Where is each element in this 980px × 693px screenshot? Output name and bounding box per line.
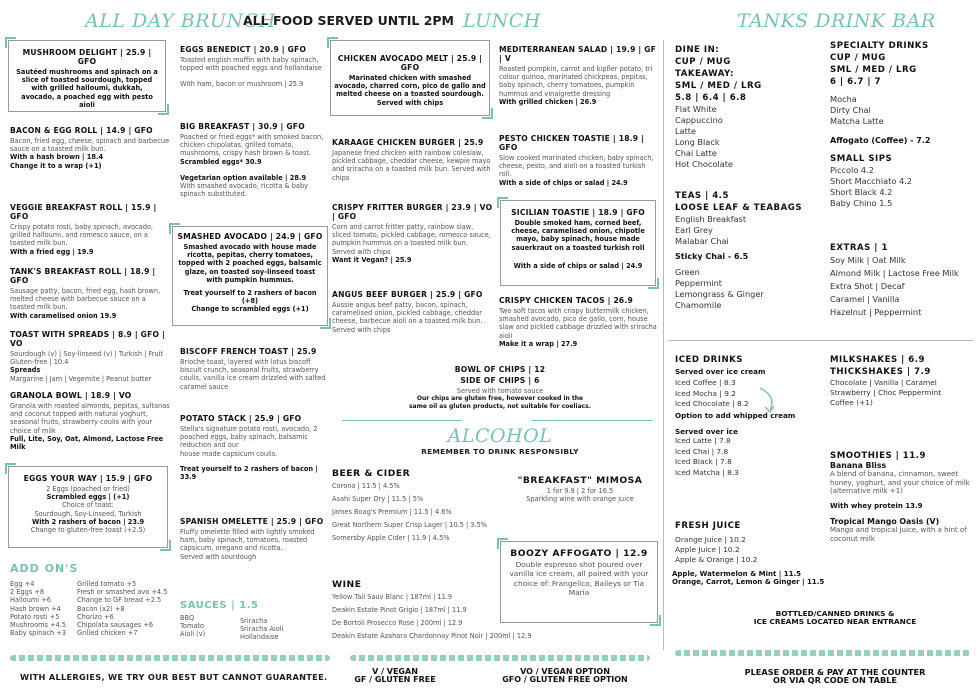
tea-item: Lemongrass & Ginger: [675, 289, 764, 300]
banana-desc: A blend of banana, cinnamon, sweet honey, yoghurt, and your choice of milk (alternative milk +1): [830, 470, 970, 496]
sicilian-b1: Double smoked ham, corned beef, cheese, caramelised onion, chipotle mayo, baby spinach, house made sauerkraut on a toasted turkish roll: [511, 219, 645, 252]
addons-list-1: [10, 580, 80, 637]
potato-desc2: house made capsicum coulis.: [180, 449, 278, 458]
bacon-b2: Change it to a wrap (+1): [10, 161, 102, 170]
coffee-item: Hot Chocolate: [675, 159, 733, 169]
biscoff-desc: Brioche toast, layered with lotus biscoff biscuit crunch, seasonal fruits, strawberry coulis, vanilla ice cream drizzled with salted caramel sauce: [180, 358, 326, 391]
beer-item: Great Northern Super Crisp Lager | 10.5 | 3.5%: [332, 521, 488, 529]
addon-item: 2 Eggs +8: [10, 588, 45, 597]
fritter-desc: Corn and carrot fritter patty, rainbow slaw, sliced tomato, pickled cabbage, romesco sauce, pumpkin hummus on a toasted milk bun.: [332, 223, 491, 248]
juice-b2: Orange, Carrot, Lemon & Ginger | 11.5: [672, 578, 825, 587]
omelette-item: [180, 517, 330, 561]
tank-b1: With caramelised onion 19.9: [10, 311, 117, 320]
juice-block: [675, 520, 825, 565]
sauce-item: Aioli (v): [180, 630, 206, 639]
veggie-desc: Crispy potato rosti, baby spinach, avocado, grilled halloumi, and romesco sauce, on a toasted milk bun.: [10, 223, 154, 248]
fritter-title: CRISPY FRITTER BURGER | 23.9 | VO | GFO: [332, 203, 493, 221]
specialty-item: Mocha: [830, 94, 857, 104]
affogato: Affogato (Coffee) - 7.2: [830, 136, 931, 145]
beer-item: Asahi Super Dry | 11.5 | 5%: [332, 495, 424, 503]
sauce-item: Sriracha Aioli: [240, 625, 284, 634]
legend-vo: [490, 668, 640, 684]
extras-item: Extra Shot | Decaf: [830, 281, 905, 291]
order-note: [700, 668, 970, 684]
addon-item: Halloumi +6: [10, 596, 51, 605]
shakes-item: Strawberry | Choc Peppermint: [830, 388, 942, 397]
toast-item: [10, 330, 170, 383]
tea-item: Earl Grey: [675, 225, 713, 235]
tea-item: Malabar Chai: [675, 236, 729, 246]
sauce-item: Hollandaise: [240, 633, 279, 642]
wine-title: WINE: [332, 579, 362, 590]
med-b1: With grilled chicken | 26.9: [499, 97, 597, 106]
wine-item: Deakin Estate Pinot Grigio | 187ml | 11.9: [332, 606, 467, 614]
addon-item: Chorizo +6: [77, 612, 114, 621]
chips-block: [340, 365, 660, 412]
addons-heading: ADD ON'S: [10, 562, 79, 575]
smallsips-item: Baby Chino 1.5: [830, 198, 893, 209]
big-item: [180, 122, 330, 198]
beer-title: BEER & CIDER: [332, 468, 411, 479]
addon-item: Change to GF bread +2.5: [77, 596, 162, 605]
bottled-block: [700, 610, 970, 626]
biscoff-item: [180, 347, 330, 391]
iced-item: Iced Chocolate | 8.2: [675, 399, 749, 409]
toast-desc: Sourdough (v) | Soy-linseed (v) | Turkish | Fruit Gluten-free | 10.4: [10, 350, 164, 367]
eggs-l6: Change to gluten-free toast (+2.5): [30, 526, 146, 535]
melt-b1: Marinated chicken with smashed avocado, charred corn, pico de gallo and melted cheese on a toasted sourdough.: [334, 74, 486, 99]
granola-title: GRANOLA BOWL | 18.9 | VO: [10, 391, 132, 400]
smoothies-block: [830, 450, 975, 544]
beer-item: Somersby Apple Cider | 11.9 | 4.5%: [332, 534, 450, 542]
addon-item: Grilled chicken +7: [77, 629, 138, 638]
sauce-item: Tomato: [180, 622, 205, 631]
juice-b1: Apple, Watermelon & Mint | 11.5: [672, 570, 802, 578]
chips-l5: same oil as gluten products, not suitable for coeliacs.: [408, 403, 592, 411]
toast-title: TOAST WITH SPREADS | 8.9 | GFO | VO: [10, 330, 165, 348]
boozy-block: [505, 547, 653, 598]
extras-item: Hazelnut | Peppermint: [830, 307, 922, 317]
smallsips-item: Piccolo 4.2: [830, 165, 874, 176]
toast-desc2: Margarine | Jam | Vegemite | Peanut butter: [10, 374, 152, 383]
smashed-b2: Treat yourself to 2 rashers of bacon (+8): [183, 289, 317, 306]
med-desc: Roasted pumpkin, carrot and kipfler potato, tri colour quinoa, marinated chickpeas, pepitas, baby spinach, cherry tomatoes, pumpkin hummus and vinaigrette dressing: [499, 65, 653, 98]
mango-desc: Mango and tropical juice, with a hint of coconut milk: [830, 526, 967, 543]
smashed-title: SMASHED AVOCADO | 24.9 | GFO: [177, 232, 323, 241]
ice-item: Iced Black | 7.8: [675, 457, 732, 467]
tank-title: TANK'S BREAKFAST ROLL | 18.9 | GFO: [10, 267, 156, 285]
iced-opt: Option to add whipped cream: [675, 410, 796, 420]
wine-item: Yellow Tail Sauv Blanc | 187ml | 11.9: [332, 593, 453, 601]
benedict-title: EGGS BENEDICT | 20.9 | GFO: [180, 45, 307, 54]
coffee-item: Chai Latte: [675, 148, 717, 158]
eggs-l4: Sourdough, Soy-Linseed, Turkish: [34, 509, 142, 518]
ice-sub: Served over ice: [675, 426, 738, 436]
med-title: MEDITERRANEAN SALAD | 19.9 | GF | V: [499, 45, 657, 63]
coffee-item: Flat White: [675, 104, 717, 114]
fritter-item: [332, 203, 494, 264]
benedict-desc: Toasted english muffin with baby spinach, topped with poached eggs and hollandaise: [180, 56, 322, 73]
sizes-label: SML / MED / LRG: [675, 81, 762, 91]
tea-item: Peppermint: [675, 278, 722, 289]
extras-title: EXTRAS | 1: [830, 243, 888, 253]
legend-v-text: V / VEGAN: [372, 667, 418, 676]
melt-item: [334, 54, 486, 107]
addons-list-2: [77, 580, 177, 637]
addon-item: Grilled tomato +5: [77, 580, 137, 588]
addon-item: Chipolata sausages +6: [77, 621, 154, 630]
order-l2: OR VIA QR CODE ON TABLE: [772, 675, 897, 686]
benedict-item: [180, 45, 330, 89]
wavy-divider: [10, 655, 330, 661]
teas-sub: LOOSE LEAF & TEABAGS: [675, 203, 803, 213]
bacon-item: [10, 126, 170, 170]
bacon-desc: Bacon, fried egg, cheese, spinach and barbecue sauce on a toasted milk bun.: [10, 137, 170, 154]
karaage-desc: Japanese fried chicken with rainbow coleslaw, pickled cabbage, cheddar cheese, kewpie mayo and sriracha on a toasted milk bun. Served with chips: [332, 149, 491, 182]
coffee-item: Latte: [675, 126, 697, 136]
dinein-label: DINE IN:: [675, 45, 720, 55]
boozy-title: BOOZY AFFOGATO | 12.9: [510, 548, 648, 559]
granola-item: [10, 391, 170, 451]
eggs-item: [12, 474, 164, 534]
omelette-title: SPANISH OMELETTE | 25.9 | GFO: [180, 517, 324, 526]
extras-item: Almond Milk | Lactose Free Milk: [830, 268, 959, 278]
omelette-desc2: Served with sourdough: [180, 552, 257, 561]
sp-prices-label: 6 | 6.7 | 7: [830, 77, 881, 87]
extras-item: Caramel | Vanilla: [830, 294, 900, 304]
specialty-block: [830, 40, 975, 209]
smallsips-title: SMALL SIPS: [830, 154, 893, 165]
juice-item: Apple & Orange | 10.2: [675, 555, 758, 564]
specialty-title: SPECIALTY DRINKS: [830, 41, 929, 51]
tea-item: English Breakfast: [675, 214, 747, 224]
until-heading: ALL FOOD SERVED UNTIL 2PM: [243, 13, 454, 28]
mimosa-block: [505, 474, 655, 503]
sp-cup-label: CUP / MUG: [830, 53, 886, 63]
legend-gf-text: GF / GLUTEN FREE: [354, 675, 436, 685]
potato-b1: Treat yourself to 2 rashers of bacon | 33.9: [180, 464, 318, 482]
fritter-b1: Want it Vegan? | 25.9: [332, 255, 412, 264]
iced-sub: Served over ice cream: [675, 367, 766, 376]
granola-b1: Full, Lite, Soy, Oat, Almond, Lactose Free Milk: [10, 434, 164, 452]
smallsips-item: Short Black 4.2: [830, 187, 893, 198]
toast-b1: Spreads: [10, 366, 41, 375]
tank-desc: Sausage patty, bacon, fried egg, hash brown, melted cheese with barbecue sauce on a toasted milk bun.: [10, 287, 161, 312]
addon-item: Hash brown +4: [10, 604, 61, 613]
pesto-title: PESTO CHICKEN TOASTIE | 18.9 | GFO: [499, 134, 645, 152]
alcohol-heading: ALCOHOL: [447, 425, 553, 447]
sicilian-b2: With a side of chips or salad | 24.9: [513, 261, 643, 270]
mushroom-title: MUSHROOM DELIGHT | 25.9 | GFO: [22, 48, 152, 66]
sauces-list-2: [240, 617, 320, 642]
mimosa-l2: Sparkling wine with orange juice: [526, 495, 634, 504]
bottled-l2: ICE CREAMS LOCATED NEAR ENTRANCE: [753, 617, 917, 627]
addon-item: Bacon (x2) +8: [77, 604, 125, 613]
coffee-item: Long Black: [675, 137, 720, 147]
sticky-chai: Sticky Chai - 6.5: [675, 252, 749, 261]
prices-label: 5.8 | 6.4 | 6.8: [675, 93, 747, 103]
veggie-title: VEGGIE BREAKFAST ROLL | 15.9 | GFO: [10, 203, 157, 221]
allergy-note: WITH ALLERGIES, WE TRY OUR BEST BUT CANNOT GUARANTEE.: [20, 672, 328, 682]
veggie-b1: With a fried egg | 19.9: [10, 247, 94, 256]
beer-block: [332, 467, 502, 545]
pesto-b1: With a side of chips or salad | 24.9: [499, 178, 628, 187]
brunch-heading: ALL DAY BRUNCH: [85, 10, 276, 32]
angus-title: ANGUS BEEF BURGER | 25.9 | GFO: [332, 290, 483, 299]
chips-l2: SIDE OF CHIPS | 6: [460, 376, 540, 385]
angus-item: [332, 290, 492, 334]
tacos-title: CRISPY CHICKEN TACOS | 26.9: [499, 296, 633, 305]
ice-item: Iced Matcha | 8.3: [675, 467, 739, 477]
addon-item: Potato rosti +5: [10, 612, 60, 621]
potato-item: [180, 414, 330, 481]
legend-gfo-text: GFO / GLUTEN FREE OPTION: [502, 675, 628, 685]
alcohol-sub: REMEMBER TO DRINK RESPONSIBLY: [421, 447, 579, 456]
fritter-desc2: Served with chips: [332, 247, 391, 256]
lunch-heading: LUNCH: [463, 10, 541, 32]
big-desc2: With smashed avocado, ricotta & baby spinach substituted.: [180, 182, 309, 199]
melt-title: CHICKEN AVOCADO MELT | 25.9 | GFO: [337, 54, 483, 72]
cupmug-label: CUP / MUG: [675, 57, 731, 67]
teas-title: TEAS | 4.5: [675, 191, 729, 201]
shakes-title: MILKSHAKES | 6.9: [830, 355, 925, 365]
potato-title: POTATO STACK | 25.9 | GFO: [180, 414, 302, 423]
karaage-title: KARAAGE CHICKEN BURGER | 25.9: [332, 138, 484, 147]
sauces-heading: SAUCES | 1.5: [180, 600, 259, 611]
chips-l1: BOWL OF CHIPS | 12: [454, 365, 546, 374]
wavy-divider: [675, 650, 970, 656]
legend-v: [340, 668, 450, 684]
eggs-l1: 2 Eggs (poached or fried): [46, 485, 130, 493]
bottled-l1: BOTTLED/CANNED DRINKS &: [775, 609, 895, 618]
tacos-b1: Make it a wrap | 27.9: [499, 339, 578, 348]
banana-title: Banana Bliss: [830, 461, 887, 470]
pesto-desc: Slow cooked marinated chicken, baby spinach, cheese, pesto, and aioli on a toasted turkish roll.: [499, 154, 654, 179]
smallsips-item: Short Macchiato 4.2: [830, 176, 912, 187]
big-title: BIG BREAKFAST | 30.9 | GFO: [180, 122, 305, 131]
shakes-item: Chocolate | Vanilla | Caramel: [830, 378, 937, 387]
potato-desc: Stella's signature potato rosti, avocado, 2 poached eggs, baby spinach, balsamic reduction and our: [180, 425, 318, 450]
iced-block: [675, 354, 825, 478]
beer-item: Corona | 11.5 | 4.5%: [332, 482, 400, 490]
sicilian-title: SICILIAN TOASTIE | 18.9 | GFO: [511, 208, 645, 217]
omelette-desc: Fluffy omelette filled with lightly smoked ham, baby spinach, tomatoes, roasted capsicum, oregano and ricotta.: [180, 528, 315, 553]
addon-item: Egg +4: [10, 580, 35, 588]
extras-item: Soy Milk | Oat Milk: [830, 255, 906, 265]
extras-block: [830, 242, 975, 319]
beer-item: James Boag's Premium | 11.5 | 4.6%: [332, 508, 452, 516]
angus-desc: Aussie angus beef patty, bacon, spinach, caramelised onion, pickled cabbage, cheddar cheese, barbecue aioli on a toasted milk bun. Served with chips: [332, 301, 483, 334]
tank-item: [10, 267, 170, 320]
smashed-item: [176, 232, 324, 314]
big-b1: Scrambled eggs* 30.9: [180, 157, 262, 166]
sauces-list-1: [180, 614, 240, 639]
whey: With whey protein 13.9: [830, 501, 923, 510]
ice-item: Iced Latte | 7.8: [675, 436, 731, 446]
bacon-b1: With a hash brown | 18.4: [10, 153, 104, 162]
benedict-desc2: With ham, bacon or mushroom | 25.9: [180, 80, 304, 89]
tacos-item: [499, 296, 659, 348]
juice-bold-block: [672, 570, 832, 586]
chips-l4: Our chips are gluten free, however cooked in the: [416, 395, 584, 403]
big-b2: Vegetarian option available | 28.9: [180, 173, 307, 182]
curved-arrow-icon: [755, 385, 785, 415]
shakes-item: Coffee (+1): [830, 398, 873, 407]
smashed-b3: Change to scrambled eggs (+1): [191, 305, 309, 314]
addon-item: Fresh or smashed avo +4.5: [77, 588, 168, 597]
wine-item: Deakin Estate Azahara Chardonnay Pinot Noir | 200ml | 12.9: [332, 632, 532, 640]
specialty-item: Matcha Latte: [830, 116, 884, 126]
sauce-item: BBQ: [180, 614, 195, 622]
teas-block: [675, 190, 825, 311]
iced-title: ICED DRINKS: [675, 355, 743, 365]
sauce-item: Sriracha: [240, 617, 268, 625]
eggs-title: EGGS YOUR WAY | 15.9 | GFO: [23, 474, 153, 483]
addon-item: Baby spinach +3: [10, 629, 67, 638]
pesto-item: [499, 134, 659, 187]
wine-item: De Bortoli Prosecco Rose | 200ml | 12.9: [332, 619, 463, 627]
chips-l3: Served with tomato sauce: [456, 387, 544, 395]
wavy-divider: [350, 655, 650, 661]
bacon-title: BACON & EGG ROLL | 14.9 | GFO: [10, 126, 153, 135]
specialty-item: Dirty Chai: [830, 105, 871, 115]
karaage-item: [332, 138, 492, 182]
boozy-desc: Double espresso shot poured over vanilla ice cream, all paired with your choice of: Frangelico, Baileys or Tia Maria: [509, 560, 649, 598]
takeaway-label: TAKEAWAY:: [675, 69, 734, 79]
drinks-heading: TANKS DRINK BAR: [737, 10, 936, 32]
thick-title: THICKSHAKES | 7.9: [830, 367, 931, 377]
smoothies-title: SMOOTHIES | 11.9: [830, 451, 926, 461]
sp-sizes-label: SML / MED / LRG: [830, 65, 917, 75]
coffee-block: [675, 44, 825, 170]
tea-item: Green: [675, 267, 700, 278]
juice-item: Apple Juice | 10.2: [675, 545, 740, 554]
addon-item: Mushrooms +4.5: [10, 621, 67, 630]
mimosa-l1: 1 for 9.9 | 2 for 16.5: [546, 487, 614, 495]
eggs-l2: Scrambled eggs | (+1): [46, 493, 130, 502]
shakes-block: [830, 354, 975, 408]
mango-title: Tropical Mango Oasis (V): [830, 517, 940, 527]
legend-vo-text: VO / VEGAN OPTION: [520, 667, 610, 676]
mushroom-desc: Sautéed mushrooms and spinach on a slice of toasted sourdough, topped with grilled halloumi, dukkah, avocado, a poached egg with pesto aioli: [16, 68, 158, 109]
juice-item: Orange Juice | 10.2: [675, 535, 746, 544]
juice-title: FRESH JUICE: [675, 521, 741, 531]
mushroom-item: [14, 48, 160, 109]
big-desc: Poached or fried eggs* with smoked bacon, chicken chipolatas, grilled tomato, mushrooms, crispy hash brown & toast.: [180, 133, 324, 158]
order-l1: PLEASE ORDER & PAY AT THE COUNTER: [744, 667, 926, 677]
coffee-item: Cappuccino: [675, 115, 723, 125]
biscoff-title: BISCOFF FRENCH TOAST | 25.9: [180, 347, 317, 356]
smashed-b1: Smashed avocado with house made ricotta, pepitas, cherry tomatoes, topped with 2 poached eggs, balsamic glaze, on toasted soy-linseed toast with pumpkin hummus.: [178, 243, 322, 284]
melt-b2: Served with chips: [376, 98, 444, 107]
iced-item: Iced Mocha | 9.2: [675, 388, 736, 398]
ice-item: Iced Chai | 7.8: [675, 446, 729, 456]
tea-item: Chamomile: [675, 300, 722, 311]
mimosa-title: "BREAKFAST" MIMOSA: [517, 475, 643, 486]
granola-desc: Granola with roasted almonds, pepitas, sultanas and coconut topped with natural yoghurt, seasonal fruits, strawberry coulis with your choice of milk: [10, 402, 170, 435]
med-item: [499, 45, 659, 106]
sicilian-item: [505, 208, 651, 270]
iced-item: Iced Coffee | 8.3: [675, 378, 736, 388]
eggs-l5: With 2 rashers of bacon | 23.9: [31, 517, 145, 526]
veggie-item: [10, 203, 170, 256]
eggs-l3: Choice of toast:: [62, 501, 114, 510]
tacos-desc: Two soft tacos with crispy buttermilk chicken, smashed avocado, pico de gallo, corn, house slaw and pickled cabbage drizzled with sriracha aioli: [499, 307, 657, 340]
